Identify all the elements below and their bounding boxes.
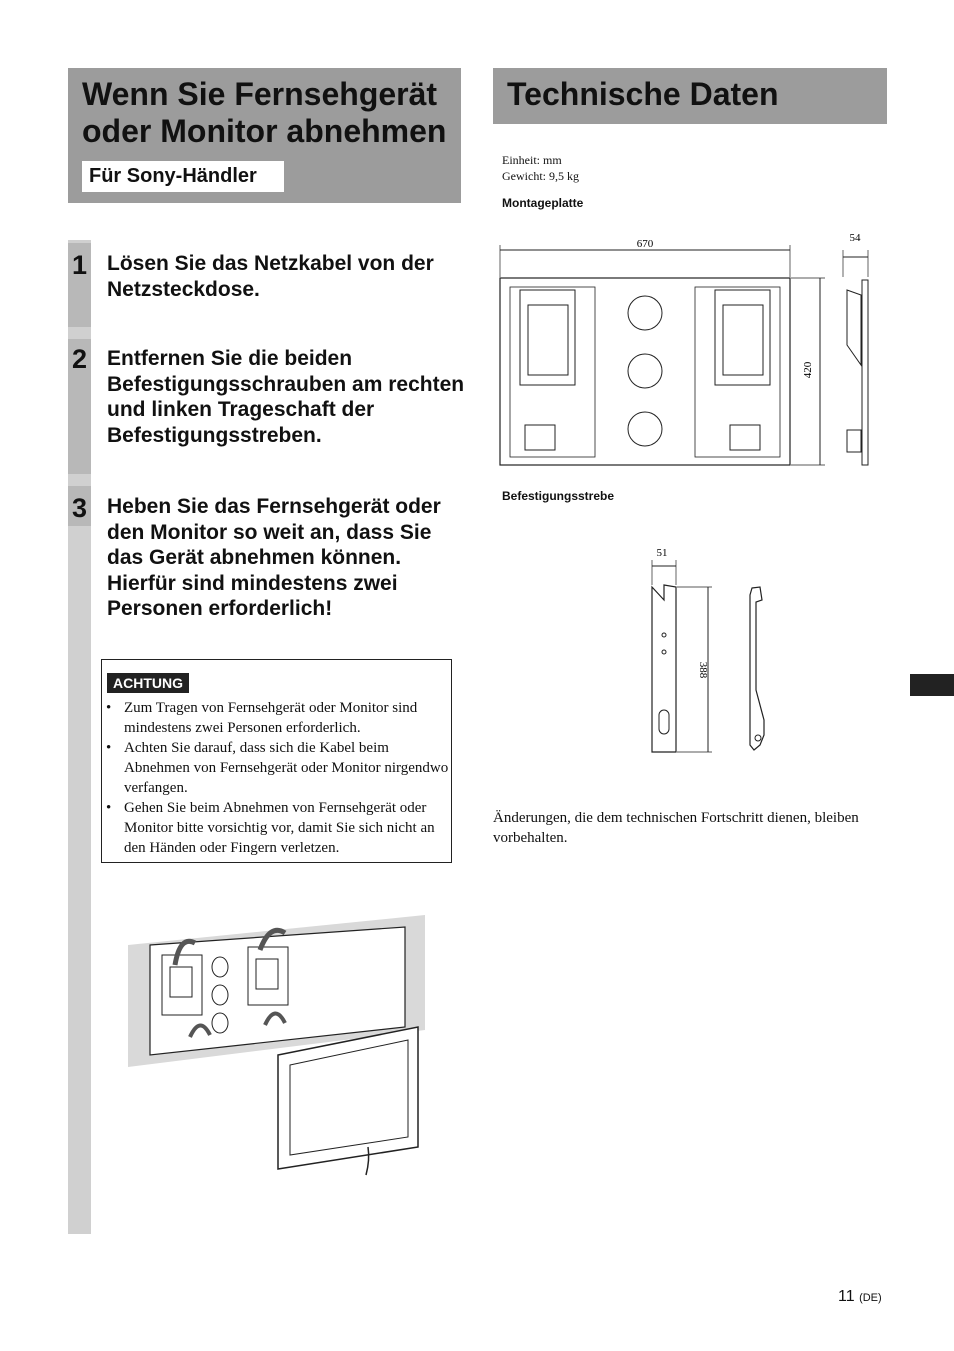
step-3-text: Heben Sie das Fernsehgerät oder den Monitor so weit an, dass Sie das Gerät abnehmen können. Hierfür sind mindestens zwei Personen erforderlich!: [107, 495, 441, 620]
strut-height-label: 388: [697, 661, 709, 679]
caution-item: • Achten Sie darauf, dass sich die Kabel beim Abnehmen von Fernsehgerät oder Monitor nirgendwo verfangen.: [105, 738, 450, 798]
right-section-title: Technische Daten: [507, 76, 779, 112]
step-1-number: 1: [68, 243, 91, 327]
dealer-subtitle: Für Sony-Händler: [82, 161, 284, 192]
section-tab-marker: [910, 674, 954, 696]
left-section-title: Wenn Sie Fernsehgerät oder Monitor abnehmen: [82, 76, 447, 149]
plate-depth-label: 54: [849, 232, 861, 244]
strut-drawing: [640, 540, 780, 760]
page-number-value: 11: [838, 1288, 855, 1305]
changes-note: Änderungen, die dem technischen Fortschritt dienen, bleiben vorbehalten.: [493, 810, 859, 846]
caution-item: • Zum Tragen von Fernsehgerät oder Monitor sind mindestens zwei Personen erforderlich.: [105, 698, 450, 738]
caution-item: • Gehen Sie beim Abnehmen von Fernsehgerät oder Monitor bitte vorsichtig vor, damit Sie sich nicht an den Händen oder Fingern verletzen.: [105, 798, 450, 858]
mounting-plate-drawing: [495, 225, 880, 470]
page-number: [838, 1288, 882, 1306]
unit-text: Einheit: mm: [502, 153, 562, 167]
plate-width-label: 670: [636, 238, 654, 250]
step-2-number: 2: [68, 339, 91, 474]
mounting-plate-label: Montageplatte: [502, 196, 584, 210]
removal-illustration: [120, 915, 430, 1180]
step-2-text: Entfernen Sie die beiden Befestigungsschrauben am rechten und linken Trageschaft der Befestigungsstreben.: [107, 347, 465, 447]
plate-height-label: 420: [802, 361, 814, 379]
strut-width-label: 51: [656, 547, 668, 559]
page-language: (DE): [859, 1292, 882, 1304]
strut-label: Befestigungsstrebe: [502, 489, 615, 503]
step-3-number: 3: [68, 486, 91, 526]
caution-list: [105, 698, 450, 858]
weight-text: Gewicht: 9,5 kg: [502, 169, 579, 183]
step-1-text: Lösen Sie das Netzkabel von der Netzsteckdose.: [107, 252, 434, 301]
caution-label: ACHTUNG: [107, 673, 189, 693]
